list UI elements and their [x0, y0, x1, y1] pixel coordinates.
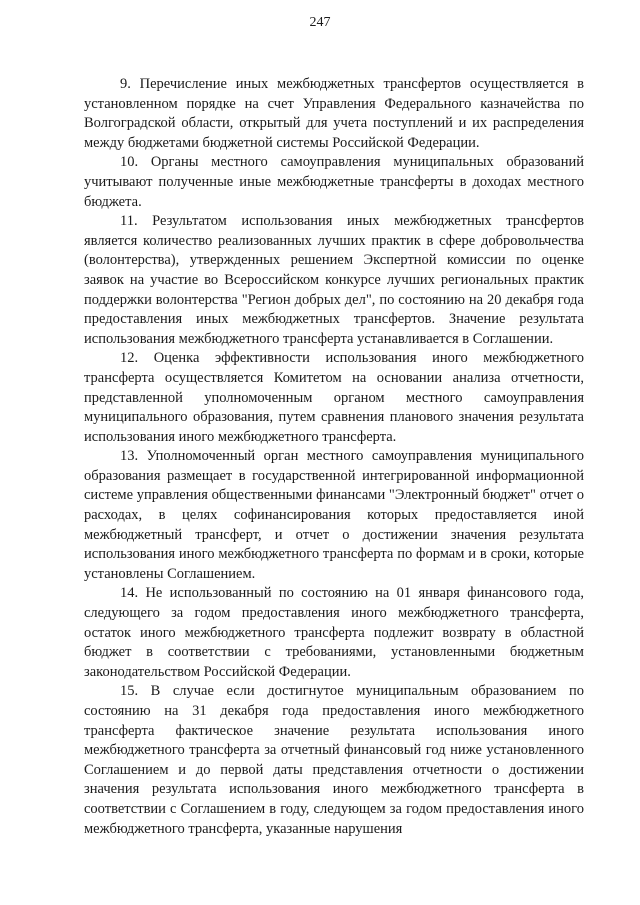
paragraph-9: 9. Перечисление иных межбюджетных трансфертов осуществляется в установленном порядке на счет Управления Федерального казначейства по Волгоградской области, открытый для учета поступлений и их распределения между бюджетами бюджетной системы Российской Федерации.: [84, 76, 584, 151]
paragraph-14: 14. Не использованный по состоянию на 01 января финансового года, следующего за годом предоставления иного межбюджетного трансферта, остаток иного межбюджетного трансферта подлежит возврату в областной бюджет в соответствии с требованиями, установленными бюджетным законодательством Российской Федерации.: [84, 585, 584, 680]
paragraph-13: 13. Уполномоченный орган местного самоуправления муниципального образования размещает в государственной интегрированной информационной системе управления общественными финансами "Электронный бюджет" отчет о расходах, в целях софинансирования которых предоставляется иной межбюджетный трансферт, и отчет о достижении значения результата использования иного межбюджетного трансферта по формам и в сроки, которые установлены Соглашением.: [84, 448, 584, 582]
page-number: 247: [309, 15, 331, 30]
document-body: [84, 75, 584, 839]
paragraph-11: 11. Результатом использования иных межбюджетных трансфертов является количество реализованных лучших практик в сфере добровольчества (волонтерства), утвержденных решением Экспертной комиссии по оценке заявок на участие во Всероссийском конкурсе лучших региональных практик поддержки волонтерства "Регион добрых дел", по состоянию на 20 декабря года предоставления иных межбюджетных трансфертов. Значение результата использования межбюджетного трансферта устанавливается в Соглашении.: [84, 213, 584, 347]
paragraph-10: 10. Органы местного самоуправления муниципальных образований учитывают полученные иные межбюджетные трансферты в доходах местного бюджета.: [84, 154, 584, 210]
paragraph-12: 12. Оценка эффективности использования иного межбюджетного трансферта осуществляется Комитетом на основании анализа отчетности, представленной уполномоченным органом местного самоуправления муниципального образования, путем сравнения планового значения результата использования иного межбюджетного трансферта.: [84, 350, 584, 445]
paragraph-15: 15. В случае если достигнутое муниципальным образованием по состоянию на 31 декабря года предоставления иного межбюджетного трансферта фактическое значение результата использования иного межбюджетного трансферта за отчетный финансовый год ниже установленного Соглашением и до первой даты представления отчетности о достижении значения результата использования иного межбюджетного трансферта в соответствии с Соглашением в году, следующем за годом предоставления иного межбюджетного трансферта, указанные нарушения: [84, 683, 584, 837]
